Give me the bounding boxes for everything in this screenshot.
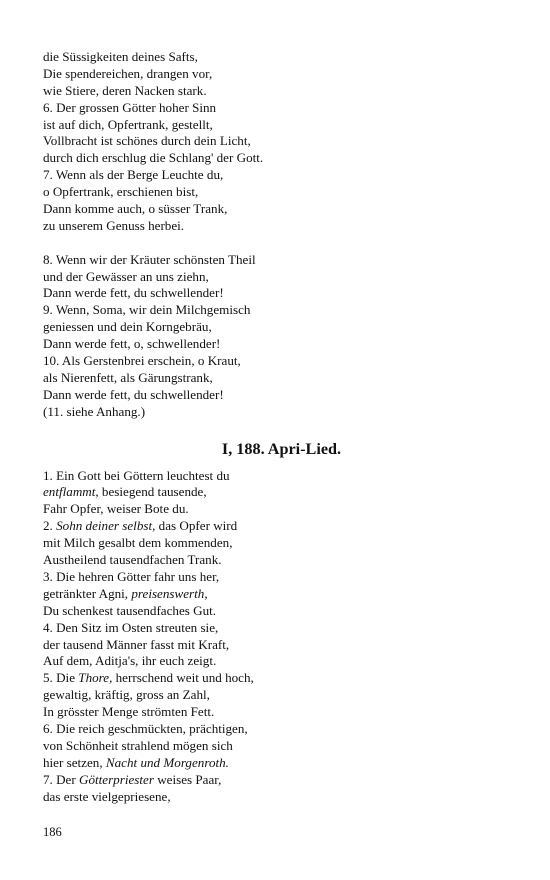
verse-line: Die spendereichen, drangen vor, (43, 65, 213, 81)
verse-line: Dann werde fett, du schwellender! (43, 386, 224, 402)
verse-text: das Opfer wird (155, 518, 238, 534)
verse-line: Austheilend tausendfachen Trank. (43, 552, 222, 568)
verse-text: hier setzen, (43, 754, 106, 770)
verse-line: 6. Die reich geschmückten, prächtigen, (43, 720, 248, 736)
verse-line (43, 772, 513, 789)
verse-line: 9. Wenn, Soma, wir dein Milchgemisch (43, 302, 251, 318)
italic-term: Sohn deiner selbst, (56, 518, 156, 534)
italic-term: preisenswerth, (131, 585, 208, 601)
verse-line: wie Stiere, deren Nacken stark. (43, 82, 207, 98)
verse-text: 7. Der (43, 771, 79, 787)
verse-line: (11. siehe Anhang.) (43, 403, 146, 419)
page-number: 186 (43, 825, 62, 839)
verse-text: besiegend tausende, (98, 484, 207, 500)
verse-line: durch dich erschlug die Schlang' der Gott. (43, 150, 264, 166)
verse-line: 6. Der grossen Götter hoher Sinn (43, 99, 217, 115)
verse-line: Dann komme auch, o süsser Trank, (43, 201, 228, 217)
verse-text: getränkter Agni, (43, 585, 132, 601)
verse-line: 4. Den Sitz im Osten streuten sie, (43, 619, 219, 635)
heading-gap (43, 459, 513, 468)
verse-line: mit Milch gesalbt dem kommenden, (43, 535, 233, 551)
verse-text: 2. (43, 518, 57, 534)
verse-line: Du schenkest tausendfaches Gut. (43, 602, 217, 618)
verse-text: weises Paar, (153, 771, 222, 787)
verse-block-3 (43, 468, 513, 806)
verse-line: Auf dem, Aditja's, ihr euch zeigt. (43, 653, 217, 669)
verse-line: Dann werde fett, o, schwellender! (43, 336, 221, 352)
stanza-gap (43, 235, 513, 252)
verse-text: herrschend weit und hoch, (112, 670, 254, 686)
verse-line: zu unserem Genuss herbei. (43, 217, 185, 233)
verse-line: In grösster Menge strömten Fett. (43, 704, 215, 720)
verse-line: und der Gewässer an uns ziehn, (43, 268, 209, 284)
verse-line: gewaltig, kräftig, gross an Zahl, (43, 687, 210, 703)
verse-line: Vollbracht ist schönes durch dein Licht, (43, 133, 251, 149)
verse-line: das erste vielgepriesene, (43, 788, 171, 804)
italic-term: Nacht und Morgenroth. (105, 754, 229, 770)
verse-text: 5. Die (43, 670, 79, 686)
verse-line: 8. Wenn wir der Kräuter schönsten Theil (43, 251, 256, 267)
verse-block-2 (43, 252, 513, 421)
verse-block-1 (43, 49, 513, 235)
verse-line (43, 586, 513, 603)
section-gap (43, 421, 513, 439)
page-body (43, 49, 513, 805)
verse-line: ist auf dich, Opfertrank, gestellt, (43, 116, 213, 132)
verse-line: 7. Wenn als der Berge Leuchte du, (43, 167, 224, 183)
verse-line (43, 670, 513, 687)
verse-line (43, 518, 513, 535)
italic-term: entflammt, (43, 484, 99, 500)
verse-line: der tausend Männer fasst mit Kraft, (43, 636, 230, 652)
verse-line: 10. Als Gerstenbrei erschein, o Kraut, (43, 353, 241, 369)
verse-line: 1. Ein Gott bei Göttern leuchtest du (43, 467, 230, 483)
verse-line (43, 484, 513, 501)
verse-line: 3. Die hehren Götter fahr uns her, (43, 568, 220, 584)
verse-line: Dann werde fett, du schwellender! (43, 285, 224, 301)
verse-line: geniessen und dein Korngebräu, (43, 319, 212, 335)
verse-line: o Opfertrank, erschienen bist, (43, 184, 199, 200)
verse-line: von Schönheit strahlend mögen sich (43, 737, 233, 753)
verse-line (43, 755, 513, 772)
verse-line: Fahr Opfer, weiser Bote du. (43, 501, 189, 517)
italic-term: Thore, (78, 670, 113, 686)
section-heading: I, 188. Apri-Lied. (221, 439, 342, 458)
italic-term: Götterpriester (79, 771, 154, 787)
verse-line: als Nierenfett, als Gärungstrank, (43, 369, 213, 385)
verse-line: die Süssigkeiten deines Safts, (43, 49, 198, 64)
